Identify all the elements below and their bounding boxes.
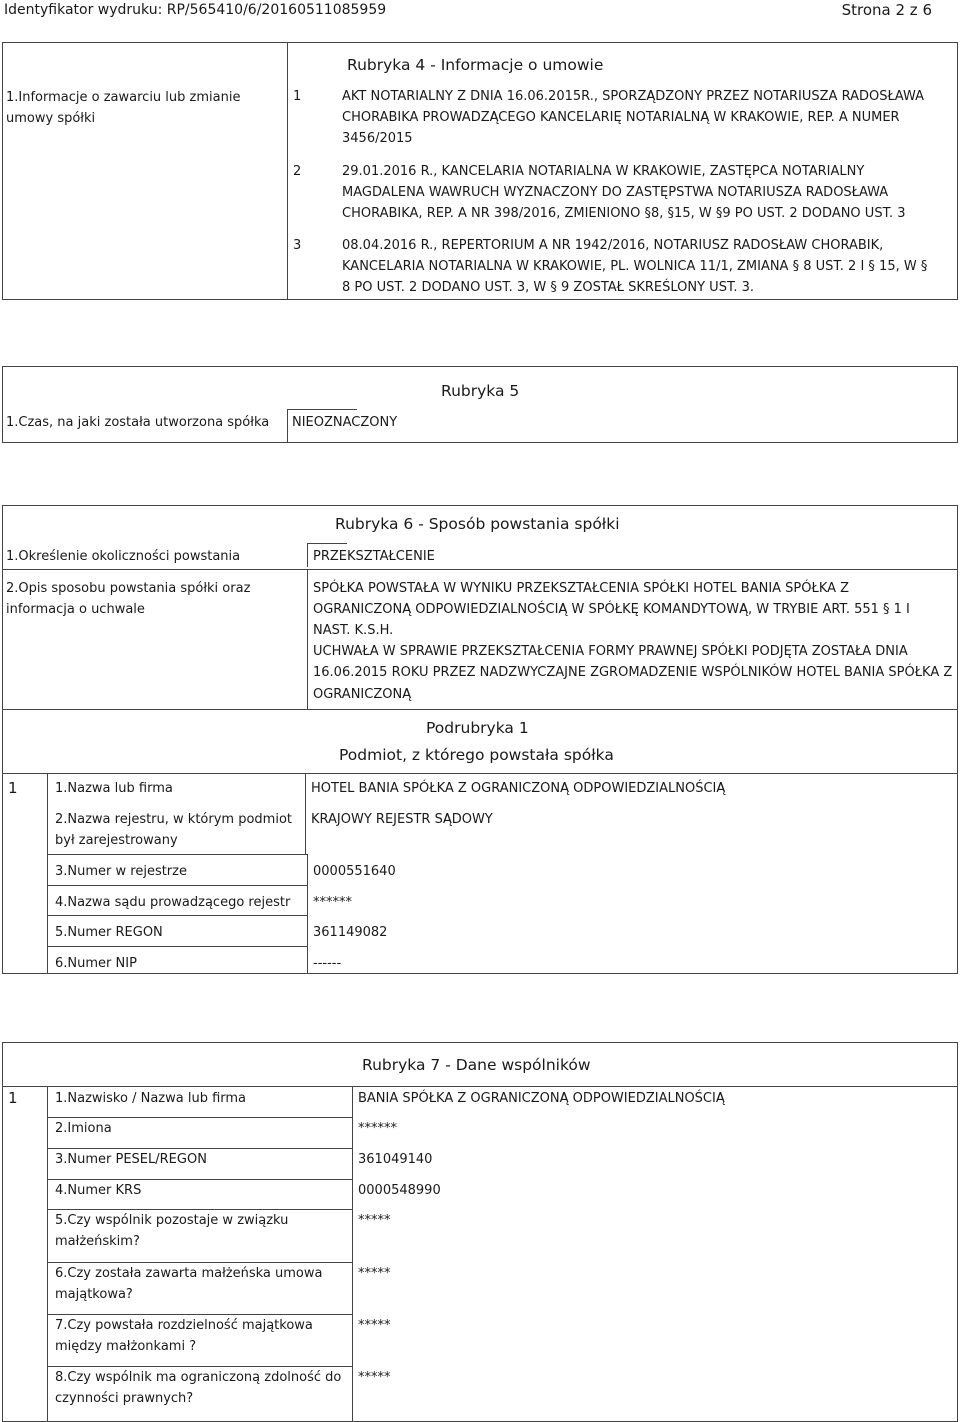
field-value: OGRANICZONĄ [313, 687, 412, 702]
field-label: czynności prawnych? [55, 1391, 194, 1406]
field-value: 0000548990 [358, 1183, 441, 1198]
entry-text: 3456/2015 [342, 131, 413, 146]
field-value: ****** [358, 1121, 397, 1136]
entry-text: 08.04.2016 R., REPERTORIUM A NR 1942/2016, NOTARIUSZ RADOSŁAW CHORABIK, [342, 238, 884, 253]
section-title: Rubryka 6 - Sposób powstania spółki [335, 515, 620, 533]
section-title: Rubryka 5 [441, 382, 520, 400]
field-label: 1.Określenie okoliczności powstania [6, 549, 241, 564]
entry-text: CHORABIKA PROWADZĄCEGO KANCELARIĘ NOTARIALNĄ W KRAKOWIE, REP. A NUMER [342, 110, 900, 125]
section-title: Rubryka 4 - Informacje o umowie [347, 56, 604, 74]
field-label: 2.Nazwa rejestru, w którym podmiot [55, 812, 292, 827]
field-value: 361049140 [358, 1152, 433, 1167]
field-label: małżeńskim? [55, 1234, 140, 1249]
field-label: 6.Numer NIP [55, 956, 137, 971]
field-value: 0000551640 [313, 864, 396, 879]
entry-number: 1 [293, 89, 302, 104]
field-value: ****** [313, 895, 352, 910]
field-label: 5.Czy wspólnik pozostaje w związku [55, 1213, 289, 1228]
section-title: Rubryka 7 - Dane wspólników [362, 1056, 591, 1074]
field-value: PRZEKSZTAŁCENIE [313, 549, 435, 564]
field-label: 8.Czy wspólnik ma ograniczoną zdolność do [55, 1370, 342, 1385]
field-value: OGRANICZONĄ ODPOWIEDZIALNOŚCIĄ W SPÓŁKĘ KOMANDYTOWĄ, W TRYBIE ART. 551 § 1 I [313, 602, 910, 617]
field-value: ***** [358, 1370, 391, 1385]
field-value: HOTEL BANIA SPÓŁKA Z OGRANICZONĄ ODPOWIEDZIALNOŚCIĄ [311, 781, 726, 796]
field-value: 16.06.2015 ROKU PRZEZ NADZWYCZAJNE ZGROMADZENIE WSPÓLNIKÓW HOTEL BANIA SPÓŁKA Z [313, 665, 953, 680]
field-label: 7.Czy powstała rozdzielność majątkowa [55, 1318, 313, 1333]
entry-text: 29.01.2016 R., KANCELARIA NOTARIALNA W KRAKOWIE, ZASTĘPCA NOTARIALNY [342, 164, 865, 179]
field-label: informacja o uchwale [6, 602, 145, 617]
field-value: ***** [358, 1318, 391, 1333]
field-label: 5.Numer REGON [55, 925, 163, 940]
field-value: KRAJOWY REJESTR SĄDOWY [311, 812, 493, 827]
entry-number: 2 [293, 164, 302, 179]
field-value: ------ [313, 956, 342, 971]
field-label: 1.Nazwa lub firma [55, 781, 173, 796]
field-value: BANIA SPÓŁKA Z OGRANICZONĄ ODPOWIEDZIALNOŚCIĄ [358, 1091, 725, 1106]
field-label: 3.Numer PESEL/REGON [55, 1152, 207, 1167]
entry-text: MAGDALENA WAWRUCH WYZNACZONY DO ZASTĘPSTWA NOTARIUSZA RADOSŁAWA [342, 185, 889, 200]
field-value: SPÓŁKA POWSTAŁA W WYNIKU PRZEKSZTAŁCENIA SPÓŁKI HOTEL BANIA SPÓŁKA Z [313, 581, 850, 596]
field-label: 1.Informacje o zawarciu lub zmianie [6, 90, 241, 105]
field-label: 1.Nazwisko / Nazwa lub firma [55, 1091, 247, 1106]
subsection-subtitle: Podmiot, z którego powstała spółka [339, 746, 614, 764]
field-label: majątkowa? [55, 1287, 133, 1302]
entry-text: KANCELARIA NOTARIALNA W KRAKOWIE, PL. WOLNICA 11/1, ZMIANA § 8 UST. 2 I § 15, W § [342, 259, 928, 274]
field-value: ***** [358, 1266, 391, 1281]
field-value: UCHWAŁA W SPRAWIE PRZEKSZTAŁCENIA FORMY PRAWNEJ SPÓŁKI PODJĘTA ZOSTAŁA DNIA [313, 644, 908, 659]
entry-text: AKT NOTARIALNY Z DNIA 16.06.2015R., SPORZĄDZONY PRZEZ NOTARIUSZA RADOSŁAWA [342, 89, 924, 104]
entry-text: 8 PO UST. 2 DODANO UST. 3, W § 9 ZOSTAŁ SKREŚLONY UST. 3. [342, 280, 755, 295]
entry-number: 3 [293, 238, 302, 253]
field-label: 4.Numer KRS [55, 1183, 142, 1198]
field-value: NAST. K.S.H. [313, 623, 394, 638]
field-label: 1.Czas, na jaki została utworzona spółka [6, 415, 270, 430]
page-number: Strona 2 z 6 [841, 1, 932, 19]
subsection-title: Podrubryka 1 [426, 719, 529, 737]
field-value: ***** [358, 1213, 391, 1228]
field-value: 361149082 [313, 925, 388, 940]
field-label: 6.Czy została zawarta małżeńska umowa [55, 1266, 323, 1281]
field-value: NIEOZNACZONY [292, 415, 398, 430]
field-label: był zarejestrowany [55, 833, 178, 848]
field-label: 2.Imiona [55, 1121, 112, 1136]
entry-number: 1 [8, 1089, 18, 1107]
entry-text: CHORABIKA, REP. A NR 398/2016, ZMIENIONO §8, §15, W §9 PO UST. 2 DODANO UST. 3 [342, 206, 906, 221]
entry-number: 1 [8, 779, 18, 797]
field-label: 2.Opis sposobu powstania spółki oraz [6, 581, 251, 596]
field-label: między małżonkami ? [55, 1339, 197, 1354]
field-label: umowy spółki [6, 111, 96, 126]
field-label: 3.Numer w rejestrze [55, 864, 187, 879]
print-identifier: Identyfikator wydruku: RP/565410/6/20160511085959 [4, 2, 387, 18]
field-label: 4.Nazwa sądu prowadzącego rejestr [55, 895, 291, 910]
